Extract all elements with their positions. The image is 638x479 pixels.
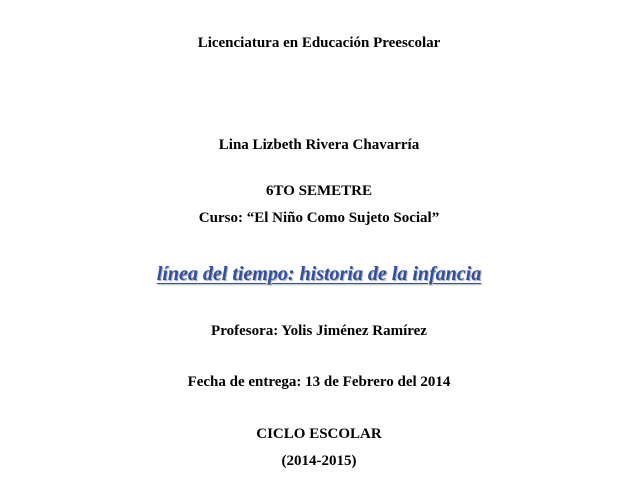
school-cycle-label: CICLO ESCOLAR [256, 426, 382, 442]
program-name: Licenciatura en Educación Preescolar [197, 35, 441, 51]
due-date: Fecha de entrega: 13 de Febrero del 2014 [187, 374, 451, 390]
teacher-label: Profesora: Yolis Jiménez Ramírez [211, 323, 427, 339]
semester-label: 6TO SEMETRE [265, 183, 372, 199]
school-cycle-years: (2014-2015) [281, 453, 357, 469]
course-label: Curso: “El Niño Como Sujeto Social” [198, 210, 440, 226]
student-name: Lina Lizbeth Rivera Chavarría [218, 137, 420, 153]
document-title: línea del tiempo: historia de la infancia [156, 263, 482, 285]
